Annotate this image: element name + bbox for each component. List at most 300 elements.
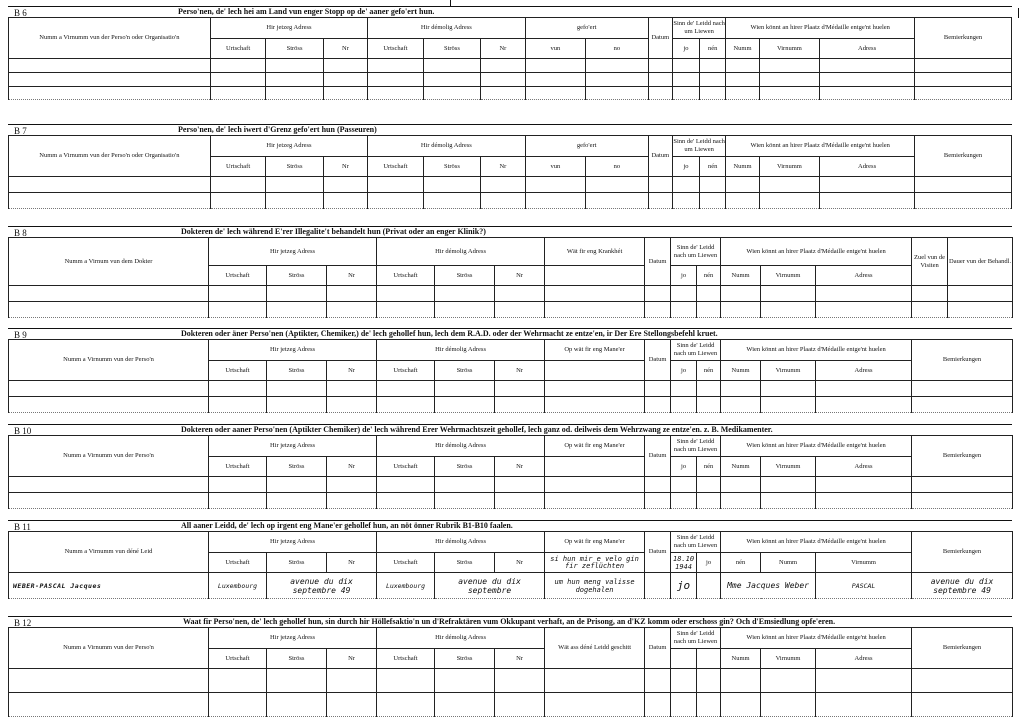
- col-alive-header: Sinn de' Leidd nach um Liewen: [672, 18, 725, 39]
- col-old-address-header: Hir démolig Adress: [368, 18, 525, 39]
- handwritten-medal-name[interactable]: Mme Jacques Weber: [721, 573, 816, 599]
- table-cell: [327, 477, 377, 493]
- table-cell[interactable]: [9, 193, 211, 209]
- table-cell[interactable]: [9, 477, 209, 493]
- table-cell: [267, 302, 327, 318]
- table-cell: [377, 669, 435, 693]
- table-cell[interactable]: [9, 693, 209, 717]
- sub-street: Ströss: [435, 553, 495, 573]
- table-cell: [700, 177, 726, 193]
- handwritten-medal-firstname[interactable]: PASCAL: [816, 573, 912, 599]
- sub-address: Adress: [816, 457, 912, 477]
- table-cell: [377, 477, 435, 493]
- col-date-header: Datum: [648, 136, 672, 177]
- header-row: [9, 136, 1012, 157]
- table-cell: [495, 669, 545, 693]
- table-cell: [820, 177, 915, 193]
- table-cell: [495, 286, 545, 302]
- table-cell: [697, 286, 721, 302]
- table-cell: [671, 397, 697, 413]
- table-row: [9, 693, 1013, 717]
- table-cell: [423, 59, 481, 73]
- table-cell: [915, 59, 1012, 73]
- table-cell: [761, 493, 816, 509]
- col-date-header: Datum: [645, 238, 671, 286]
- table-cell: [648, 177, 672, 193]
- sub-yes: jo: [671, 361, 697, 381]
- handwritten-name[interactable]: WEBER-PASCAL Jacques: [9, 573, 209, 599]
- table-cell: [648, 87, 672, 100]
- table-cell: [816, 286, 912, 302]
- handwritten-date: 18.10 1944: [671, 553, 697, 573]
- table-cell: [267, 477, 327, 493]
- col-alive-header: Sinn de' Leidd nach um Liewen: [672, 136, 725, 157]
- table-cell: [209, 669, 267, 693]
- sub-street: Ströss: [435, 649, 495, 669]
- table-row: [9, 381, 1013, 397]
- table-cell: [586, 193, 649, 209]
- table-cell: [267, 669, 327, 693]
- table-cell: [697, 573, 721, 599]
- table-cell: [697, 693, 721, 717]
- col-current-address-header: Hir jetzeg Adress: [209, 340, 377, 361]
- section-title: Dokteren de' lech während E'rer Illegalite't behandelt hun (Privat oder an enger Klinik?): [181, 227, 486, 236]
- table-cell: [525, 73, 586, 87]
- table-cell: [423, 193, 481, 209]
- table-cell: [912, 493, 1013, 509]
- table-cell: [645, 573, 671, 599]
- handwritten-alive[interactable]: jo: [671, 573, 697, 599]
- sub-street: Ströss: [267, 266, 327, 286]
- section-code: B 7: [14, 126, 27, 136]
- table-cell: [671, 286, 697, 302]
- table-cell: [525, 193, 586, 209]
- table-cell: [327, 397, 377, 413]
- table-cell: [816, 493, 912, 509]
- table-cell: [912, 477, 1013, 493]
- col-old-address-header: Hir démolig Adress: [377, 238, 545, 266]
- table-cell[interactable]: [9, 59, 211, 73]
- sub-no: nén: [697, 361, 721, 381]
- handwritten-current-town[interactable]: Luxembourg: [209, 573, 267, 599]
- section-code: B 10: [14, 426, 32, 436]
- col-what-happened-header: Wät ass déné Leidd geschitt: [545, 628, 645, 669]
- table-cell: [697, 302, 721, 318]
- table-cell: [721, 286, 761, 302]
- table-cell: [759, 177, 820, 193]
- sub-yes: jo: [671, 266, 697, 286]
- table-cell: [267, 693, 327, 717]
- table-cell: [820, 87, 915, 100]
- table-cell: [672, 59, 699, 73]
- table-cell: [697, 397, 721, 413]
- col-current-address-header: Hir jetzeg Adress: [210, 136, 367, 157]
- table-cell: [759, 193, 820, 209]
- table-cell: [697, 477, 721, 493]
- table-cell: [915, 73, 1012, 87]
- sub-address: Adress: [820, 157, 915, 177]
- table-cell: [721, 477, 761, 493]
- table-cell: [368, 177, 423, 193]
- table-cell: [435, 381, 495, 397]
- section-title: Perso'nen, de' lech iwert d'Grenz gefo'ert hun (Passeuren): [178, 125, 377, 134]
- sub-nr: Nr: [323, 39, 367, 59]
- table-cell: [726, 177, 759, 193]
- table-cell: [645, 493, 671, 509]
- table-cell: [672, 87, 699, 100]
- sub-nr: Nr: [495, 649, 545, 669]
- sub-firstname: Virnumm: [761, 649, 816, 669]
- table-cell: [586, 59, 649, 73]
- col-person-name-header: Numm a Virnumm vun der Perso'n: [9, 436, 209, 477]
- handwritten-current-street[interactable]: avenue du dix septembre 49: [267, 573, 377, 599]
- sub-nr: Nr: [327, 457, 377, 477]
- table-cell: [435, 669, 495, 693]
- sub-to: no: [586, 157, 649, 177]
- table-cell: [912, 302, 948, 318]
- table-cell: [671, 669, 697, 693]
- table-cell: [648, 73, 672, 87]
- table-cell: [368, 87, 423, 100]
- table-cell: [721, 302, 761, 318]
- table-cell[interactable]: [9, 73, 211, 87]
- handwritten-result[interactable]: um hun meng valisse dogehalen: [545, 573, 645, 599]
- table-cell: [209, 302, 267, 318]
- table-cell: [267, 286, 327, 302]
- table-cell: [645, 302, 671, 318]
- sub-town: Urtschaft: [210, 157, 265, 177]
- sub-nr: Nr: [327, 649, 377, 669]
- handwritten-how: si hun mir e velo gin fir zeflüchten: [545, 553, 645, 573]
- table-cell: [495, 493, 545, 509]
- sub-firstname: Virnumm: [761, 361, 816, 381]
- table-cell: [915, 87, 1012, 100]
- sub-from: vun: [525, 157, 586, 177]
- table-cell: [545, 493, 645, 509]
- col-old-address-header: Hir démolig Adress: [377, 628, 545, 649]
- table-cell: [912, 693, 1013, 717]
- sub-nr: Nr: [495, 457, 545, 477]
- sub-street: Ströss: [267, 457, 327, 477]
- table-cell: [721, 493, 761, 509]
- handwritten-old-street[interactable]: avenue du dix septembre: [435, 573, 545, 599]
- table-cell: [645, 286, 671, 302]
- table-cell: [721, 381, 761, 397]
- table-cell: [761, 693, 816, 717]
- table-cell: [648, 59, 672, 73]
- table-cell: [435, 693, 495, 717]
- sub-street: Ströss: [267, 553, 327, 573]
- table-cell: [323, 73, 367, 87]
- table-cell: [368, 59, 423, 73]
- sub-town: Urtschaft: [377, 649, 435, 669]
- sub-yes: jo: [672, 157, 699, 177]
- col-remarks-header: Bemierkungen: [912, 628, 1013, 669]
- sub-nr: Nr: [327, 266, 377, 286]
- table-cell: [761, 286, 816, 302]
- table-cell: [377, 381, 435, 397]
- table-cell: [495, 397, 545, 413]
- table-cell: [368, 73, 423, 87]
- table-cell: [327, 693, 377, 717]
- form-page: [8, 6, 1012, 720]
- col-remarks-header: Bemierkungen: [912, 532, 1013, 573]
- sub-street: Ströss: [267, 649, 327, 669]
- table-cell: [915, 193, 1012, 209]
- sub-to: no: [586, 39, 649, 59]
- sub-no: nén: [721, 553, 761, 573]
- table-cell: [645, 669, 671, 693]
- col-old-address-header: Hir démolig Adress: [377, 340, 545, 361]
- table-cell[interactable]: [9, 493, 209, 509]
- table-cell: [267, 381, 327, 397]
- table-row: [9, 573, 1013, 599]
- edge-mark: [1018, 8, 1019, 18]
- sub-town: Urtschaft: [209, 457, 267, 477]
- sub-street: Ströss: [266, 157, 324, 177]
- table-cell: [435, 477, 495, 493]
- table-cell: [323, 59, 367, 73]
- table-cell: [481, 87, 525, 100]
- table-cell: [435, 286, 495, 302]
- table-cell: [495, 693, 545, 717]
- table-cell: [726, 59, 759, 73]
- col-remarks-header: Bemierkungen: [915, 136, 1012, 177]
- sub-no: nén: [697, 457, 721, 477]
- table-cell: [267, 493, 327, 509]
- table-cell: [323, 87, 367, 100]
- col-alive-header: Sinn de' Leidd nach um Liewen: [671, 340, 721, 361]
- col-name-header: Numm a Virnumm vun der Perso'n oder Organisatio'n: [9, 136, 211, 177]
- col-current-address-header: Hir jetzeg Adress: [209, 436, 377, 457]
- sub-firstname: Virnumm: [761, 266, 816, 286]
- table-cell: [266, 73, 324, 87]
- table-cell: [545, 457, 645, 477]
- table-cell: [816, 381, 912, 397]
- table-cell[interactable]: [9, 397, 209, 413]
- table-cell[interactable]: [9, 302, 209, 318]
- table-cell: [948, 286, 1013, 302]
- table-cell: [672, 177, 699, 193]
- table-cell: [759, 59, 820, 73]
- table-cell: [820, 73, 915, 87]
- col-date-header: Datum: [645, 340, 671, 381]
- table-cell: [266, 177, 324, 193]
- col-date-header: Datum: [648, 18, 672, 59]
- col-remarks-header: Bemierkungen: [912, 436, 1013, 477]
- table-cell: [648, 193, 672, 209]
- table-cell: [761, 669, 816, 693]
- table-cell: [481, 73, 525, 87]
- col-date-header: Datum: [645, 436, 671, 477]
- col-old-address-header: Hir démolig Adress: [377, 532, 545, 553]
- table-row: [9, 493, 1013, 509]
- table-cell: [761, 381, 816, 397]
- section-b10-table: [8, 435, 1013, 509]
- table-cell: [912, 397, 1013, 413]
- sub-street: Ströss: [435, 361, 495, 381]
- sub-nr: Nr: [323, 157, 367, 177]
- table-cell: [700, 73, 726, 87]
- table-cell: [759, 87, 820, 100]
- table-cell: [761, 477, 816, 493]
- section-code: B 8: [14, 228, 27, 238]
- sub-nr: Nr: [495, 553, 545, 573]
- table-cell: [545, 266, 645, 286]
- sub-street: Ströss: [435, 266, 495, 286]
- table-row: [9, 302, 1013, 318]
- sub-street: Ströss: [266, 39, 324, 59]
- sub-nr: Nr: [481, 39, 525, 59]
- table-cell: [671, 381, 697, 397]
- col-alive-header: Sinn de' Leidd nach um Liewen: [671, 628, 721, 649]
- table-row: [9, 177, 1012, 193]
- header-row: [9, 340, 1013, 361]
- sub-town: Urtschaft: [377, 553, 435, 573]
- table-cell[interactable]: [9, 177, 211, 193]
- table-row: [9, 286, 1013, 302]
- section-b7-table: [8, 135, 1012, 209]
- table-cell[interactable]: [9, 286, 209, 302]
- table-cell: [915, 177, 1012, 193]
- table-cell: [377, 286, 435, 302]
- table-cell: [820, 193, 915, 209]
- table-cell: [912, 669, 1013, 693]
- table-cell: [645, 693, 671, 717]
- table-cell: [721, 693, 761, 717]
- table-cell: [645, 477, 671, 493]
- sub-street: Ströss: [267, 361, 327, 381]
- col-current-address-header: Hir jetzeg Adress: [209, 628, 377, 649]
- table-cell: [209, 693, 267, 717]
- sub-firstname: Virnumm: [759, 39, 820, 59]
- section-title: All aaner Leidd, de' lech op irgent eng Mane'er gehollef hun, an nöt önner Rubrik B1-B10 faalen.: [181, 521, 513, 530]
- table-cell: [700, 59, 726, 73]
- section-code: B 9: [14, 330, 27, 340]
- table-cell: [721, 397, 761, 413]
- col-doctor-name-header: Numm a Virnum vun dem Dokter: [9, 238, 209, 286]
- sub-surname: Numm: [721, 649, 761, 669]
- table-cell: [671, 649, 697, 669]
- section-title: Waat fir Perso'nen, de' lech gehollef hun, sin durch hir Höllefsaktio'n un d'Refraktären vum Okkupant verhaft, an de Prisong, an d'KZ komm oder erschoss gin? Och d'Emsiedlung opfe'eren.: [183, 617, 836, 626]
- sub-surname: Numm: [726, 39, 759, 59]
- table-cell: [759, 73, 820, 87]
- sub-town: Urtschaft: [209, 361, 267, 381]
- table-cell: [266, 59, 324, 73]
- table-cell: [481, 59, 525, 73]
- table-cell: [545, 669, 645, 693]
- table-cell: [545, 693, 645, 717]
- table-cell: [210, 193, 265, 209]
- sub-nr: Nr: [495, 361, 545, 381]
- table-cell: [423, 177, 481, 193]
- table-cell: [700, 87, 726, 100]
- col-person-name-header: Numm a Virnumm vun der Perso'n: [9, 340, 209, 381]
- sub-surname: Numm: [721, 361, 761, 381]
- section-b8-table: [8, 237, 1013, 318]
- table-cell: [672, 193, 699, 209]
- header-row: [9, 238, 1013, 266]
- table-cell: [545, 477, 645, 493]
- section-code: B 11: [14, 522, 31, 532]
- col-current-address-header: Hir jetzeg Adress: [209, 238, 377, 266]
- sub-nr: Nr: [495, 266, 545, 286]
- sub-surname: Numm: [726, 157, 759, 177]
- sub-street: Ströss: [435, 457, 495, 477]
- col-date-header: Datum: [645, 628, 671, 669]
- col-current-address-header: Hir jetzeg Adress: [209, 532, 377, 553]
- table-cell: [209, 477, 267, 493]
- table-cell: [327, 381, 377, 397]
- table-row: [9, 87, 1012, 100]
- section-b12-table: [8, 627, 1013, 717]
- table-cell: [481, 177, 525, 193]
- col-old-address-header: Hir démolig Adress: [377, 436, 545, 457]
- section-title: Dokteren oder aaner Perso'nen (Aptikter Chemiker) de' lech während Erer Wehrmachtszeit gehollef, lech ganz od. deilweis dem Wehrzwang ze entze'en. z. B. Medikamenter.: [181, 425, 773, 434]
- table-cell: [377, 693, 435, 717]
- table-cell: [209, 397, 267, 413]
- table-row: [9, 669, 1013, 693]
- table-cell: [327, 669, 377, 693]
- sub-town: Urtschaft: [209, 649, 267, 669]
- table-cell: [545, 286, 645, 302]
- section-title: Dokteren oder äner Perso'nen (Aptikter, Chemiker,) de' lech gehollef hun, lech dem R.A.D. oder der Wehrmacht ze entze'en, ir Der Ere Stellongsbefehl kruet.: [181, 329, 718, 338]
- table-cell: [209, 381, 267, 397]
- sub-address: Adress: [816, 649, 912, 669]
- table-cell: [481, 193, 525, 209]
- sub-town: Urtschaft: [377, 361, 435, 381]
- sub-surname: Numm: [721, 266, 761, 286]
- col-alive-header: Sinn de' Leidd nach um Liewen: [671, 532, 721, 553]
- sub-firstname: Virnumm: [816, 553, 912, 573]
- table-cell: [726, 87, 759, 100]
- col-person-name-header: Numm a Virnumm vun der Perso'n: [9, 628, 209, 669]
- table-cell[interactable]: [9, 381, 209, 397]
- section-code: B 12: [14, 618, 32, 628]
- handwritten-old-town[interactable]: Luxembourg: [377, 573, 435, 599]
- col-driven-header: gefo'ert: [525, 18, 648, 39]
- col-remarks-header: Bemierkungen: [915, 18, 1012, 59]
- table-cell: [586, 177, 649, 193]
- col-how-header: Op wät fir eng Mane'er: [545, 436, 645, 457]
- table-cell: [210, 73, 265, 87]
- col-current-address-header: Hir jetzeg Adress: [210, 18, 367, 39]
- table-cell: [586, 73, 649, 87]
- table-cell: [266, 193, 324, 209]
- sub-no: nén: [697, 266, 721, 286]
- table-cell: [671, 693, 697, 717]
- handwritten-medal-address[interactable]: avenue du dix septembre 49: [912, 573, 1013, 599]
- table-cell: [671, 477, 697, 493]
- col-medal-header: Wien könnt an hirer Plaatz d'Médaille entge'nt huelen: [721, 532, 912, 553]
- sub-firstname: Virnumm: [761, 457, 816, 477]
- table-cell[interactable]: [9, 669, 209, 693]
- table-cell: [423, 87, 481, 100]
- table-cell: [327, 302, 377, 318]
- sub-yes: jo: [672, 39, 699, 59]
- table-cell[interactable]: [9, 87, 211, 100]
- table-cell: [323, 193, 367, 209]
- table-cell: [210, 87, 265, 100]
- table-cell: [210, 59, 265, 73]
- sub-from: vun: [525, 39, 586, 59]
- table-cell: [912, 286, 948, 302]
- table-cell: [816, 302, 912, 318]
- table-cell: [816, 397, 912, 413]
- table-cell: [671, 493, 697, 509]
- table-cell: [761, 302, 816, 318]
- sub-no: nén: [700, 39, 726, 59]
